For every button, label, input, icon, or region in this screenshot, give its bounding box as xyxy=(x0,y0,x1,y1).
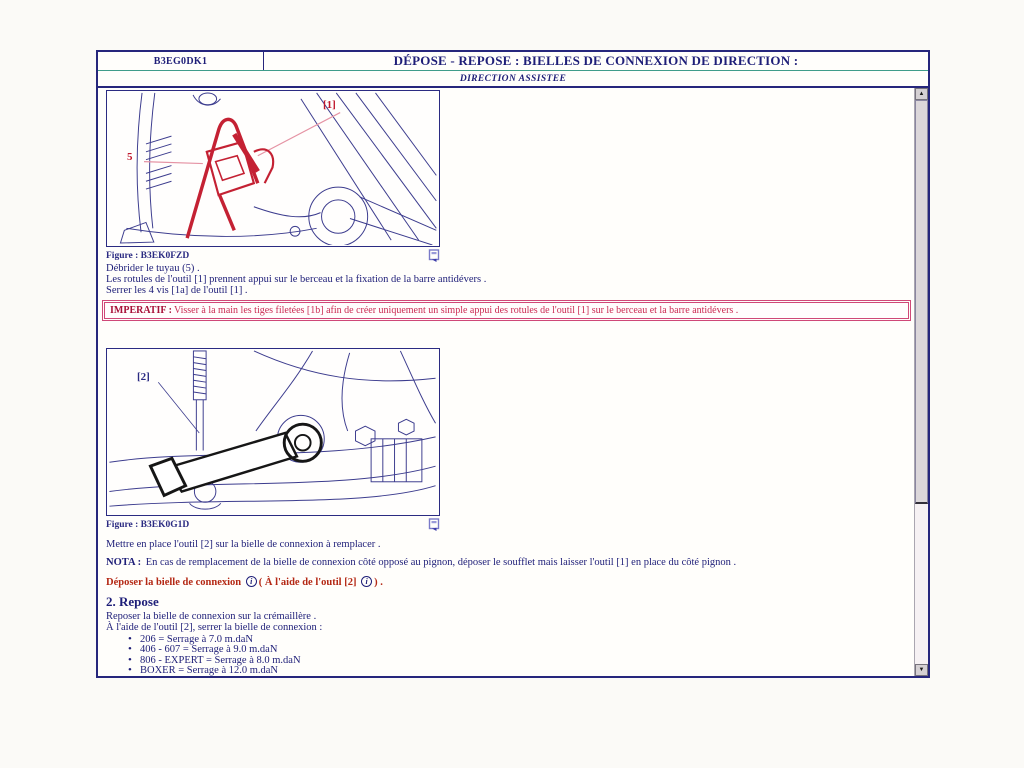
section-heading-repose: 2. Repose xyxy=(106,594,159,609)
action-text: ( À l'aide de l'outil [2] xyxy=(258,577,360,588)
torque-spec-list xyxy=(128,635,301,677)
figure-2-caption: Figure : B3EK0G1D xyxy=(106,519,190,530)
header-row xyxy=(98,52,928,71)
torque-spec-item: • 806 - EXPERT = Serrage à 8.0 m.daN xyxy=(128,656,301,666)
callout-tool-2: [2] xyxy=(137,371,150,383)
figure-1 xyxy=(106,90,440,263)
step-line: Serrer les 4 vis [1a] de l'outil [1] . xyxy=(106,284,248,296)
document-window xyxy=(96,50,930,678)
scroll-up-button[interactable] xyxy=(915,88,928,100)
repose-line: À l'aide de l'outil [2], serrer la bielle de connexion : xyxy=(106,622,323,633)
figure-2-drawing xyxy=(107,349,438,514)
nota-note xyxy=(106,558,736,569)
figure-1-image xyxy=(106,90,440,247)
action-text: ) . xyxy=(374,577,383,588)
step-line: Débrider le tuyau (5) . xyxy=(106,263,200,274)
print-preview-icon[interactable] xyxy=(428,518,440,531)
page-title: DÉPOSE - REPOSE : BIELLES DE CONNEXION DE DIRECTION : xyxy=(393,53,799,68)
action-text: Déposer la bielle de connexion xyxy=(106,577,244,588)
figure-2 xyxy=(106,348,440,532)
scroll-down-button[interactable] xyxy=(915,664,928,676)
nota-text: En cas de remplacement de la bielle de connexion côté opposé au pignon, déposer le soufflet mais laisser l'outil [1] en place du côté pignon . xyxy=(143,557,737,568)
vertical-scrollbar[interactable] xyxy=(914,88,928,676)
imperatif-label: IMPERATIF : xyxy=(110,305,172,316)
scroll-down-icon: ▼ xyxy=(918,667,925,673)
figure-1-drawing xyxy=(107,91,438,245)
callout-tool-1: [1] xyxy=(323,99,336,111)
torque-spec-item: • 406 - 607 = Serrage à 9.0 m.daN xyxy=(128,645,301,655)
action-depose-bielle xyxy=(106,576,383,588)
figure-1-caption: Figure : B3EK0FZD xyxy=(106,250,190,261)
procedure-text-1 xyxy=(106,264,486,296)
scrollbar-thumb[interactable] xyxy=(915,100,928,504)
info-icon[interactable]: i xyxy=(246,576,257,587)
imperatif-text: Visser à la main les tiges filetées [1b] afin de créer uniquement un simple appui des rotules de l'outil [1] sur le berceau et la barre antidévers . xyxy=(173,305,739,316)
imperatif-warning-box xyxy=(104,302,909,319)
document-body xyxy=(98,88,928,676)
page-subtitle: DIRECTION ASSISTEE xyxy=(98,71,928,88)
scroll-up-icon: ▲ xyxy=(918,91,925,97)
doc-code: B3EG0DK1 xyxy=(98,52,264,70)
step-line: Les rotules de l'outil [1] prennent appui sur le berceau et la fixation de la barre antidévers . xyxy=(106,273,487,285)
callout-part-5: 5 xyxy=(127,151,133,163)
figure-2-image xyxy=(106,348,440,516)
repose-line: Reposer la bielle de connexion sur la crémaillère . xyxy=(106,611,317,622)
info-icon[interactable]: i xyxy=(361,576,372,587)
torque-spec-item: • BOXER = Serrage à 12.0 m.daN xyxy=(128,666,301,676)
torque-spec-item: • 206 = Serrage à 7.0 m.daN xyxy=(128,635,301,645)
print-preview-icon[interactable] xyxy=(428,249,440,262)
step-place-tool: Mettre en place l'outil [2] sur la bielle de connexion à remplacer . xyxy=(106,539,381,550)
nota-label: NOTA : xyxy=(106,557,142,568)
